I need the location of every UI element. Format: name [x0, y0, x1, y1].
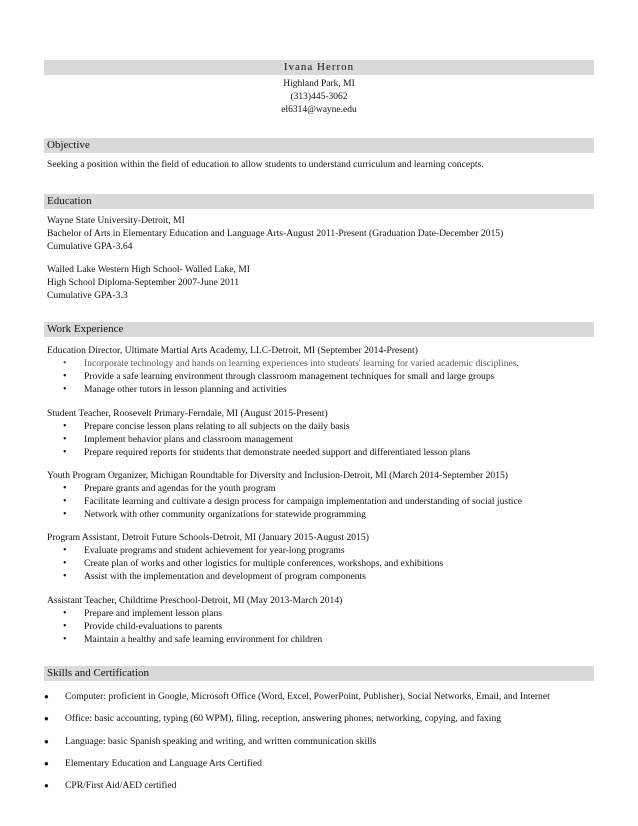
section-work-title: Work Experience	[44, 322, 594, 337]
job-bullet: • Implement behavior plans and classroom management	[84, 433, 293, 446]
job-bullet: • Network with other community organizations for statewide programming	[84, 508, 366, 521]
objective-text: Seeking a position within the field of education to allow students to understand curriculum and learning concepts.	[47, 159, 484, 170]
job-heading: Assistant Teacher, Childtime Preschool-Detroit, MI (May 2013-March 2014)	[47, 595, 343, 606]
job-bullet: • Evaluate programs and student achievement for year-long programs	[84, 544, 345, 557]
school-degree: Bachelor of Arts in Elementary Education and Language Arts-August 2011-Present (Graduation Date-December 2015)	[47, 228, 504, 239]
job-bullet: • Facilitate learning and cultivate a design process for campaign implementation and understanding of social justice	[84, 495, 522, 508]
job-bullet: • Provide a safe learning environment through classroom management techniques for small and large groups	[84, 370, 494, 383]
skill-item: ● Office: basic accounting, typing (60 WPM), filing, reception, answering phones, networking, copying, and faxing	[65, 712, 501, 725]
job-bullet: • Prepare grants and agendas for the youth program	[84, 482, 276, 495]
skill-item: ● CPR/First Aid/AED certified	[65, 779, 176, 792]
name-header: Ivana Herron	[44, 60, 594, 75]
job-bullet: • Prepare concise lesson plans relating to all subjects on the daily basis	[84, 420, 350, 433]
job-bullet: • Manage other tutors in lesson planning and activities	[84, 383, 287, 396]
contact-city: Highland Park, MI	[283, 79, 355, 89]
skill-item: ● Language: basic Spanish speaking and writing, and written communication skills	[65, 735, 376, 748]
skill-item: ● Computer: proficient in Google, Microsoft Office (Word, Excel, PowerPoint, Publisher), Social Networks, Email, and Internet	[65, 690, 550, 703]
school-name: Wayne State University-Detroit, MI	[47, 215, 185, 226]
job-bullet: • Provide child-evaluations to parents	[84, 620, 222, 633]
school-gpa: Cumulative GPA-3.64	[47, 241, 133, 252]
section-objective-title: Objective	[44, 138, 594, 153]
school-degree: High School Diploma-September 2007-June 2011	[47, 277, 240, 288]
job-heading: Youth Program Organizer, Michigan Roundtable for Diversity and Inclusion-Detroit, MI (March 2014-September 2015)	[47, 470, 509, 481]
job-heading: Student Teacher, Roosevelt Primary-Ferndale, MI (August 2015-Present)	[47, 408, 328, 419]
school-gpa: Cumulative GPA-3.3	[47, 290, 128, 301]
job-heading: Education Director, Ultimate Martial Arts Academy, LLC-Detroit, MI (September 2014-Present)	[47, 345, 418, 356]
job-bullet: • Prepare required reports for students that demonstrate needed support and differentiated lesson plans	[84, 446, 470, 459]
section-skills-title: Skills and Certification	[44, 666, 594, 681]
job-bullet: • Incorporate technology and hands on learning experiences into students' learning for varied academic disciplines.	[84, 357, 519, 370]
contact-phone: (313)445-3062	[290, 92, 348, 102]
job-bullet: • Assist with the implementation and development of program components	[84, 570, 366, 583]
job-bullet: • Prepare and implement lesson plans	[84, 607, 222, 620]
contact-email: el6314@wayne.edu	[281, 105, 357, 115]
school-name: Walled Lake Western High School- Walled Lake, MI	[47, 264, 250, 275]
skill-item: ● Elementary Education and Language Arts Certified	[65, 757, 262, 770]
job-bullet: • Maintain a healthy and safe learning environment for children	[84, 633, 322, 646]
job-bullet: • Create plan of works and other logistics for multiple conferences, workshops, and exhibitions	[84, 557, 443, 570]
section-education-title: Education	[44, 194, 594, 209]
job-heading: Program Assistant, Detroit Future Schools-Detroit, MI (January 2015-August 2015)	[47, 532, 369, 543]
